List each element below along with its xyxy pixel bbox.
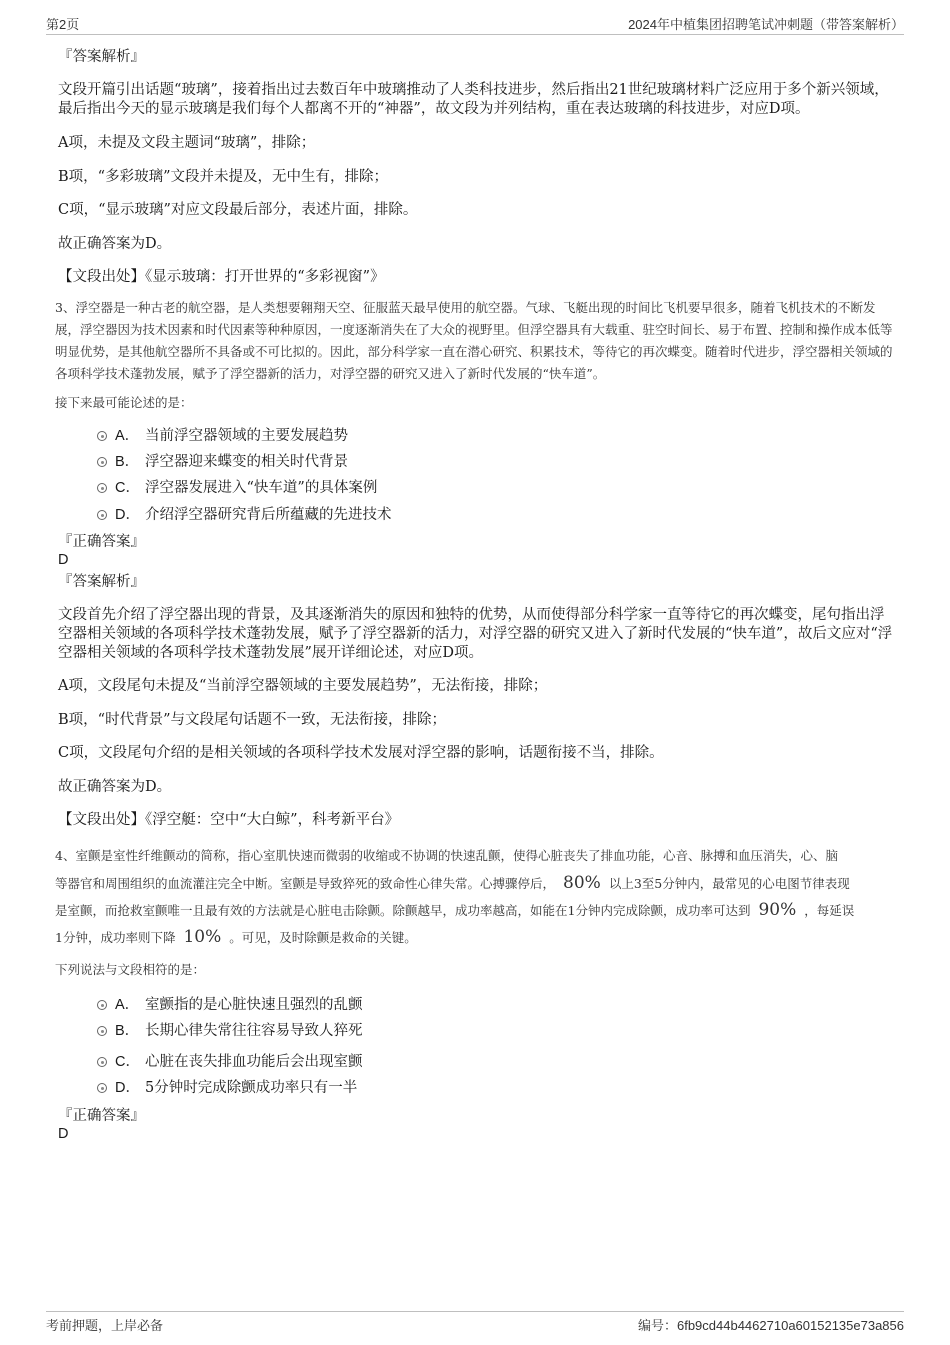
q2-conclusion: 故正确答案为D。 xyxy=(58,236,172,252)
q3-option-c[interactable]: C． 浮空器发展进入“快车道”的具体案例 xyxy=(97,478,377,498)
q3-option-b[interactable]: B． 浮空器迎来蝶变的相关时代背景 xyxy=(97,452,348,472)
q4-prompt: 下列说法与文段相符的是： xyxy=(55,962,206,977)
q3-option-c-explanation: C项，文段尾句介绍的是相关领域的各项科学技术发展对浮空器的影响，话题衔接不当，排除。 xyxy=(58,745,664,761)
document-id: 编号：6fb9cd44b4462710a60152135e73a856 xyxy=(637,1318,904,1333)
q3-option-d[interactable]: D． 介绍浮空器研究背后所蕴藏的先进技术 xyxy=(97,505,392,525)
q4-answer: D xyxy=(58,1126,69,1142)
q3-option-b-explanation: B项，“时代背景”与文段尾句话题不一致，无法衔接，排除； xyxy=(58,712,446,728)
q4-option-b[interactable]: B． 长期心律失常往往容易导致人猝死 xyxy=(97,1021,363,1041)
q3-source: 【文段出处】《浮空艇：空中“大白鲸”，科考新平台》 xyxy=(58,812,400,828)
q4-answer-label: 『正确答案』 xyxy=(58,1108,145,1124)
page-number: 第2页 xyxy=(46,17,80,32)
q4-option-c[interactable]: C． 心脏在丧失排血功能后会出现室颤 xyxy=(97,1052,363,1072)
footer-slogan: 考前押题，上岸必备 xyxy=(46,1318,164,1333)
document-title: 2024年中植集团招聘笔试冲刺题（带答案解析） xyxy=(628,17,904,32)
q2-source: 【文段出处】《显示玻璃：打开世界的“多彩视窗”》 xyxy=(58,269,385,285)
q4-option-a[interactable]: A． 室颤指的是心脏快速且强烈的乱颤 xyxy=(97,995,363,1015)
q4-option-d[interactable]: D． 5分钟时完成除颤成功率只有一半 xyxy=(97,1078,357,1098)
q3-conclusion: 故正确答案为D。 xyxy=(58,779,172,795)
radio-icon[interactable] xyxy=(97,483,107,493)
radio-icon[interactable] xyxy=(97,510,107,520)
q4-stem-line-2: 等器官和周围组织的血流灌注完全中断。室颤是导致猝死的致命性心律失常。心搏骤停后， 80% 以上3至5分钟内，最常见的心电图节律表现 xyxy=(55,873,850,893)
radio-icon[interactable] xyxy=(97,1083,107,1093)
radio-icon[interactable] xyxy=(97,431,107,441)
q4-stem-line-4: 1分钟，成功率则下降 10% 。可见，及时除颤是救命的关键。 xyxy=(55,927,417,947)
q2-option-c-explanation: C项，“显示玻璃”对应文段最后部分，表述片面，排除。 xyxy=(58,202,418,218)
q4-stem-line-1: 4、室颤是室性纤维颤动的简称，指心室肌快速而微弱的收缩或不协调的快速乱颤，使得心脏丧失了排血功能，心音、脉搏和血压消失，心、脑 xyxy=(55,848,838,863)
radio-icon[interactable] xyxy=(97,1000,107,1010)
q3-analysis: 文段首先介绍了浮空器出现的背景，及其逐渐消失的原因和独特的优势，从而使得部分科学家一直等待它的再次蝶变，尾句指出浮空器相关领域的各项科学技术蓬勃发展，赋予了浮空器新的活力，对浮空器的研究又进入了新时代发展的“快车道”，故后文应对“浮空器相关领域的各项科学技术蓬勃发展”展开详细论述，对应D项。 xyxy=(58,607,893,661)
q3-answer: D xyxy=(58,552,69,568)
q4-percent-90: 90% xyxy=(758,900,797,920)
radio-icon[interactable] xyxy=(97,1026,107,1036)
page-header xyxy=(46,14,904,35)
q3-stem: 3、浮空器是一种古老的航空器，是人类想要翱翔天空、征服蓝天最早使用的航空器。气球、飞艇出现的时间比飞机要早很多，随着飞机技术的不断发展，浮空器因为技术因素和时代因素等种种原因，一度逐渐消失在了大众的视野里。但浮空器具有大载重、驻空时间长、易于布置、控制和操作成本低等明显优势，是其他航空器所不具备或不可比拟的。因此，部分科学家一直在潜心研究、积累技术，等待它的再次蝶变。随着时代进步，浮空器相关领域的各项科学技术蓬勃发展，赋予了浮空器新的活力，对浮空器的研究又进入了新时代发展的“快车道”。 xyxy=(55,300,893,381)
q2-analysis-label: 『答案解析』 xyxy=(58,49,145,65)
q2-option-b-explanation: B项，“多彩玻璃”文段并未提及，无中生有，排除； xyxy=(58,169,388,185)
radio-icon[interactable] xyxy=(97,1057,107,1067)
q3-option-a-explanation: A项，文段尾句未提及“当前浮空器领域的主要发展趋势”，无法衔接，排除； xyxy=(58,678,548,694)
q4-stem-line-3: 是室颤，而抢救室颤唯一且最有效的方法就是心脏电击除颤。除颤越早，成功率越高，如能在1分钟内完成除颤，成功率可达到 90% ，每延误 xyxy=(55,900,855,920)
radio-icon[interactable] xyxy=(97,457,107,467)
q3-prompt: 接下来最可能论述的是： xyxy=(55,395,193,410)
q2-option-a-explanation: A项，未提及文段主题词“玻璃”，排除； xyxy=(58,135,316,151)
q2-analysis: 文段开篇引出话题“玻璃”，接着指出过去数百年中玻璃推动了人类科技进步，然后指出21世纪玻璃材料广泛应用于多个新兴领域，最后指出今天的显示玻璃是我们每个人都离不开的“神器”，故文段为并列结构，重在表达玻璃的科技进步，对应D项。 xyxy=(58,82,889,117)
q4-percent-80: 80% xyxy=(563,873,601,893)
q4-percent-10: 10% xyxy=(183,927,222,947)
q3-option-a[interactable]: A． 当前浮空器领域的主要发展趋势 xyxy=(97,426,348,446)
q3-answer-label: 『正确答案』 xyxy=(58,534,145,550)
page-footer xyxy=(46,1311,904,1334)
q3-analysis-label: 『答案解析』 xyxy=(58,574,145,590)
